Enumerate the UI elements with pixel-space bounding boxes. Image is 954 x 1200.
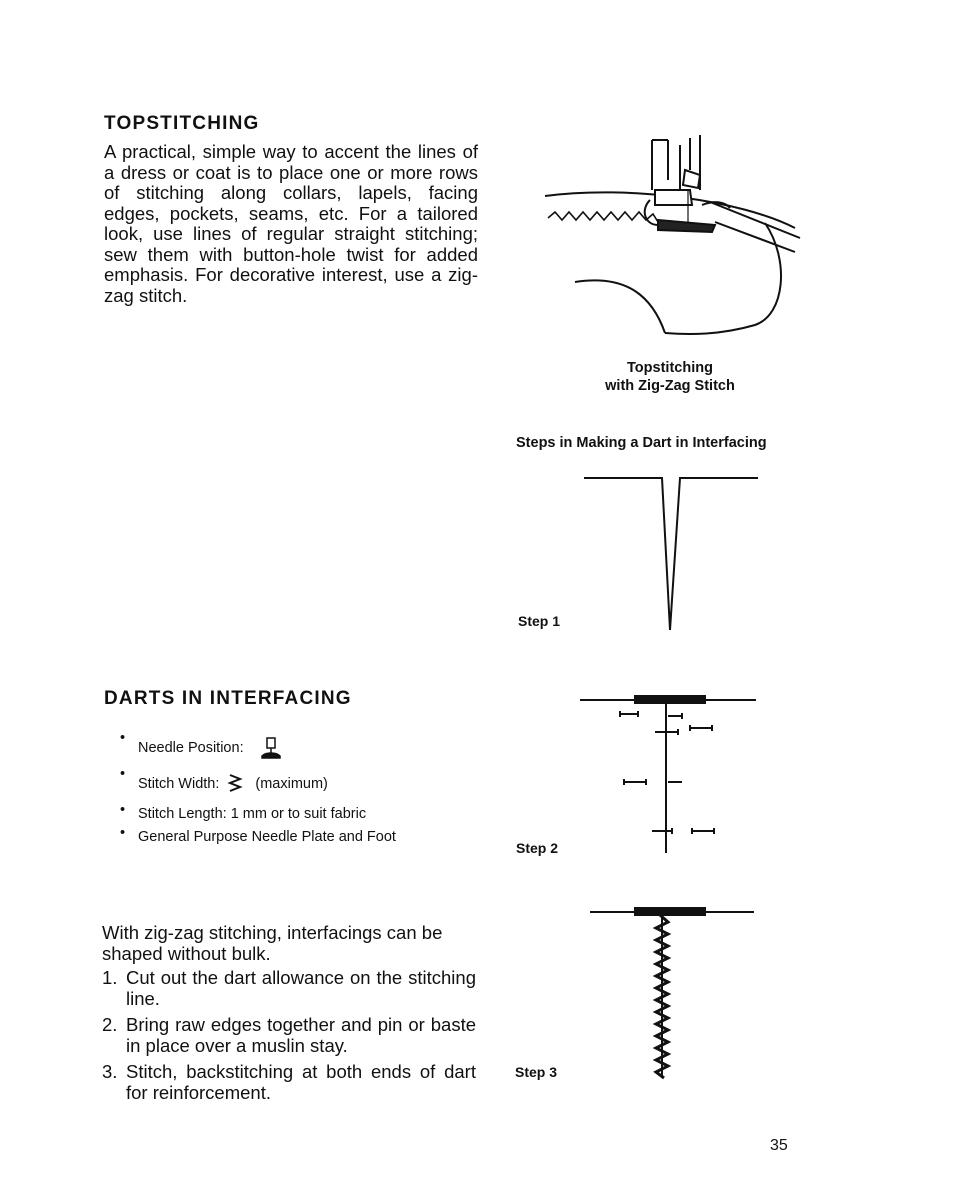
topstitching-illustration xyxy=(540,130,810,345)
darts-steps-list xyxy=(102,968,476,1109)
setting-needle-plate xyxy=(120,825,480,848)
needle-position-center-icon xyxy=(260,736,282,760)
step-number: 2. xyxy=(102,1014,118,1035)
topstitching-heading: TOPSTITCHING xyxy=(104,113,260,134)
setting-label: • General Purpose Needle Plate and Foot xyxy=(138,828,396,845)
step-text: Cut out the dart allowance on the stitching line. xyxy=(126,967,476,1009)
step-text: Bring raw edges together and pin or baste in place over a muslin stay. xyxy=(126,1014,476,1056)
step-text: Stitch, backstitching at both ends of dart for reinforcement. xyxy=(126,1061,476,1103)
setting-stitch-width xyxy=(120,766,480,802)
dart-step2-diagram xyxy=(580,688,760,853)
list-item xyxy=(102,1015,476,1056)
setting-label: • Stitch Length: 1 mm or to suit fabric xyxy=(138,805,367,822)
settings-list xyxy=(120,730,480,848)
setting-label: • Needle Position: xyxy=(138,740,244,756)
step-number: 1. xyxy=(102,967,118,988)
dart-step3-diagram xyxy=(590,902,760,1087)
setting-label: • Stitch Width: xyxy=(138,776,220,792)
darts-heading: DARTS IN INTERFACING xyxy=(104,688,352,709)
topstitch-caption-line2: with Zig-Zag Stitch xyxy=(605,378,735,394)
setting-needle-position xyxy=(120,730,480,766)
list-item xyxy=(102,968,476,1009)
topstitch-caption xyxy=(560,359,780,395)
step3-label: Step 3 xyxy=(515,1064,558,1080)
setting-stitch-length xyxy=(120,802,480,825)
sewing-machine-foot-icon xyxy=(545,135,800,334)
step-number: 3. xyxy=(102,1061,118,1082)
topstitch-caption-line1: Topstitching xyxy=(627,360,713,376)
topstitching-paragraph: A practical, simple way to accent the lines of a dress or coat is to place one or more rows of stitching along collars, lapels, facing edges, pockets, seams, etc. For a tailored look, use lines of regular straight stitching; sew them with button-hole twist for added emphasis. For decorative interest, use a zig-zag stitch. xyxy=(104,141,478,306)
darts-intro: With zig-zag stitching, interfacings can be shaped without bulk. xyxy=(102,922,443,964)
page-number: 35 xyxy=(770,1137,788,1154)
setting-suffix: (maximum) xyxy=(255,776,328,792)
dart-step1-diagram xyxy=(580,470,760,635)
dart-figure-title: Steps in Making a Dart in Interfacing xyxy=(516,435,767,451)
zigzag-width-icon xyxy=(227,773,243,795)
list-item xyxy=(102,1062,476,1103)
step2-label: Step 2 xyxy=(516,840,559,856)
step1-label: Step 1 xyxy=(518,613,561,629)
